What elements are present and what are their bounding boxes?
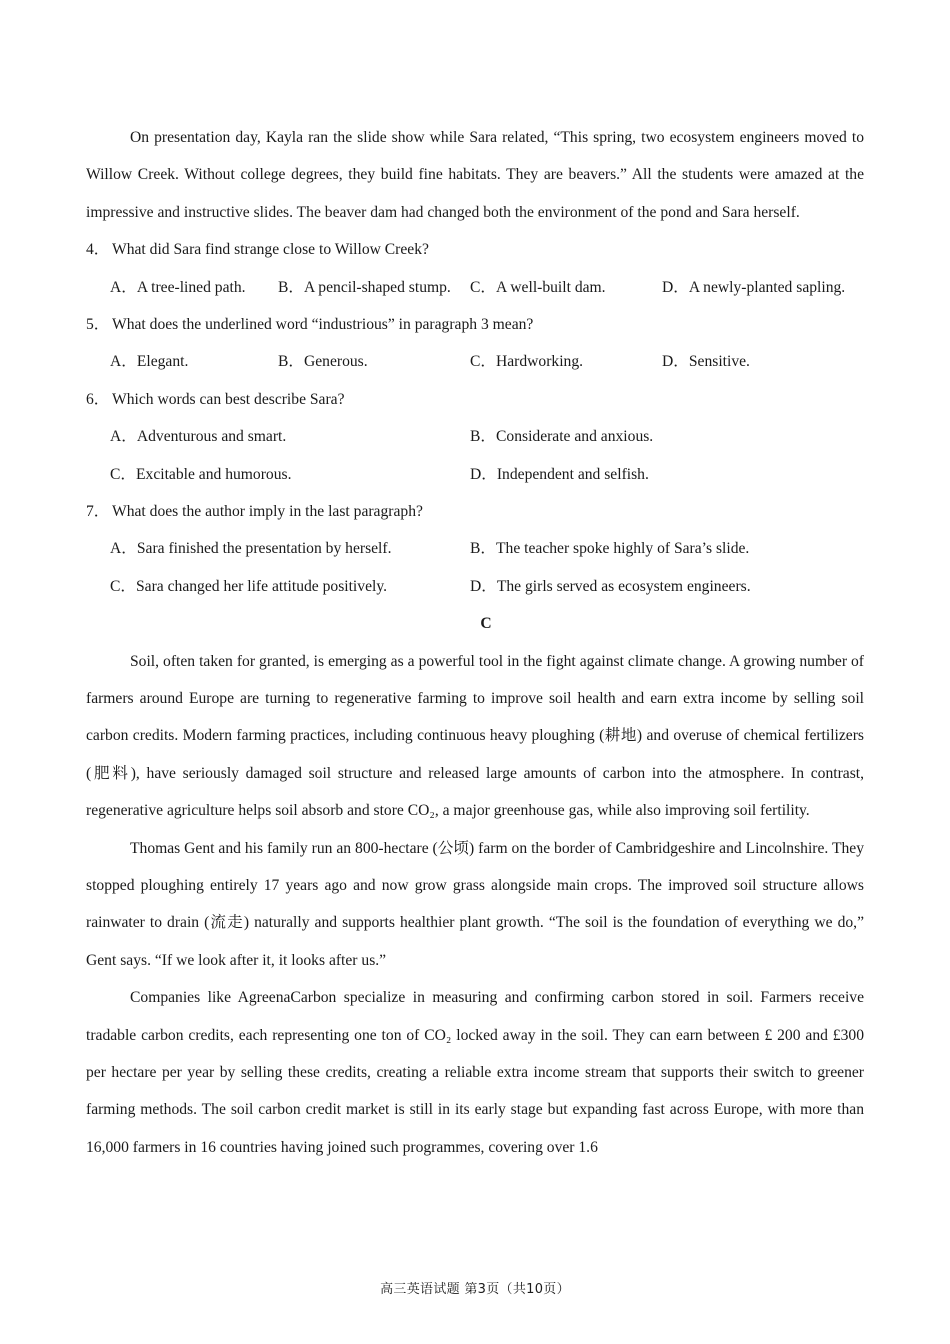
question-number: 6． — [86, 390, 110, 408]
options-row — [86, 530, 864, 567]
question-5 — [86, 306, 864, 381]
option-c[interactable]: C．A well-built dam. — [470, 278, 606, 296]
passage-c-title: C — [480, 615, 492, 633]
option-c[interactable]: C．Hardworking. — [470, 353, 584, 371]
option-c[interactable]: C．Sara changed her life attitude positively. — [110, 577, 387, 595]
question-stem: What did Sara find strange close to Willow Creek? — [112, 241, 429, 259]
passage-c-paragraph-1: Soil, often taken for granted, is emerging as a powerful tool in the fight against climate change. A growing number of farmers around Europe are turning to regenerative farming to improve soil health and earn extra income by selling soil carbon credits. Modern farming practices, including continuous heavy ploughing (耕地) and overuse of chemical fertilizers (肥料), have seriously damaged soil structure and released large amounts of carbon into the atmosphere. In contrast, regenerative agriculture helps soil absorb and store CO₂, a major greenhouse gas, while also improving soil fertility. — [86, 652, 864, 820]
question-stem: Which words can best describe Sara? — [112, 390, 345, 408]
option-b[interactable]: B．Considerate and anxious. — [470, 428, 654, 446]
option-a[interactable]: A．Elegant. — [110, 353, 189, 371]
options-row — [86, 568, 864, 605]
option-a[interactable]: A．A tree-lined path. — [110, 278, 246, 296]
question-6 — [86, 381, 864, 493]
options-row — [86, 343, 864, 380]
option-b[interactable]: B．A pencil-shaped stump. — [278, 278, 451, 296]
question-7 — [86, 493, 864, 605]
option-a[interactable]: A．Adventurous and smart. — [110, 428, 287, 446]
question-number: 7． — [86, 503, 110, 520]
question-number: 4． — [86, 241, 110, 259]
option-c[interactable]: C．Excitable and humorous. — [110, 465, 292, 483]
question-stem: What does the author imply in the last paragraph? — [112, 503, 423, 520]
question-number: 5． — [86, 316, 110, 334]
option-b[interactable]: B．The teacher spoke highly of Sara’s slide. — [470, 540, 750, 558]
exam-page — [86, 119, 864, 1166]
passage-c-paragraph-3: Companies like AgreenaCarbon specialize in measuring and confirming carbon stored in soil. Farmers receive tradable carbon credits, each representing one ton of CO₂ locked away in the soil. They can earn between £ 200 and £300 per hectare per year by selling these credits, creating a reliable extra income stream that supports their switch to greener farming methods. The soil carbon credit market is still in its early stage but expanding fast across Europe, with more than 16,000 farmers in 16 countries having joined such programmes, covering over 1.6 — [86, 989, 864, 1156]
question-4 — [86, 231, 864, 306]
options-row — [86, 418, 864, 455]
option-d[interactable]: D．A newly-planted sapling. — [662, 278, 846, 296]
options-row — [86, 269, 864, 306]
option-d[interactable]: D．Sensitive. — [662, 353, 750, 371]
option-d[interactable]: D．The girls served as ecosystem engineers. — [470, 577, 751, 595]
page-footer: 高三英语试题 第3页（共10页） — [380, 1282, 570, 1297]
option-a[interactable]: A．Sara finished the presentation by herself. — [110, 540, 392, 558]
passage-c-paragraph-2: Thomas Gent and his family run an 800-hectare (公顷) farm on the border of Cambridgeshire and Lincolnshire. They stopped ploughing entirely 17 years ago and now grow grass alongside main crops. The improved soil structure allows rainwater to drain (流走) naturally and supports healthier plant growth. “The soil is the foundation of everything we do,” Gent says. “If we look after it, it looks after us.” — [86, 839, 864, 969]
passage-b-final-paragraph: On presentation day, Kayla ran the slide show while Sara related, “This spring, two ecosystem engineers moved to Willow Creek. Without college degrees, they build fine habitats. They are beavers.” All the students were amazed at the impressive and instructive slides. The beaver dam had changed both the environment of the pond and Sara herself. — [86, 129, 864, 221]
option-d[interactable]: D．Independent and selfish. — [470, 465, 649, 483]
question-stem: What does the underlined word “industrious” in paragraph 3 mean? — [112, 316, 534, 334]
option-b[interactable]: B．Generous. — [278, 353, 368, 371]
options-row — [86, 456, 864, 493]
